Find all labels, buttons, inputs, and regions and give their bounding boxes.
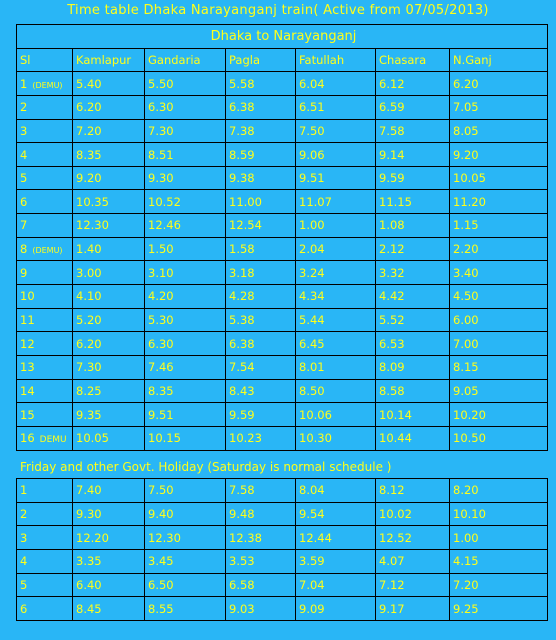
time-cell: 9.20	[73, 166, 145, 190]
serial-number: 9	[20, 265, 28, 280]
time-cell: 6.40	[73, 573, 145, 597]
time-cell: 5.38	[226, 308, 296, 332]
serial-number: 2	[20, 100, 28, 115]
time-cell: 4.15	[450, 550, 548, 574]
time-cell: 5.20	[73, 308, 145, 332]
time-cell: 10.05	[450, 166, 548, 190]
time-cell: 3.00	[73, 261, 145, 285]
time-cell: 11.00	[226, 190, 296, 214]
time-cell: 1.50	[145, 237, 226, 261]
time-cell: 7.46	[145, 355, 226, 379]
timetable-holiday	[16, 478, 548, 621]
time-cell: 7.30	[73, 355, 145, 379]
time-cell: 8.35	[145, 379, 226, 403]
time-cell: 8.55	[145, 597, 226, 621]
section-title-row	[17, 25, 548, 49]
time-cell: 9.40	[145, 502, 226, 526]
time-cell: 12.44	[296, 526, 376, 550]
time-cell: 6.45	[296, 332, 376, 356]
time-cell: 6.12	[376, 72, 450, 96]
time-cell: 4.10	[73, 285, 145, 309]
time-cell: 3.40	[450, 261, 548, 285]
serial-cell	[17, 597, 73, 621]
table-row	[17, 355, 548, 379]
time-cell: 3.45	[145, 550, 226, 574]
time-cell: 12.38	[226, 526, 296, 550]
page-title: Time table Dhaka Narayanganj train( Active from 07/05/2013)	[67, 3, 489, 18]
serial-number: 14	[20, 383, 35, 398]
time-cell: 11.20	[450, 190, 548, 214]
time-cell: 8.05	[450, 119, 548, 143]
serial-number: 1	[20, 76, 28, 91]
table-row	[17, 550, 548, 574]
table-row	[17, 308, 548, 332]
time-cell: 9.59	[226, 403, 296, 427]
time-cell: 9.20	[450, 143, 548, 167]
table-row	[17, 332, 548, 356]
serial-cell	[17, 190, 73, 214]
time-cell: 12.20	[73, 526, 145, 550]
serial-cell	[17, 119, 73, 143]
table-row	[17, 526, 548, 550]
time-cell: 6.58	[226, 573, 296, 597]
time-cell: 9.51	[296, 166, 376, 190]
time-cell: 6.00	[450, 308, 548, 332]
serial-number: 12	[20, 336, 35, 351]
time-cell: 9.05	[450, 379, 548, 403]
serial-number: 8	[20, 242, 28, 257]
table-row	[17, 597, 548, 621]
serial-number: 2	[20, 507, 28, 522]
time-cell: 7.05	[450, 95, 548, 119]
time-cell: 7.50	[296, 119, 376, 143]
table-row	[17, 285, 548, 309]
time-cell: 7.20	[450, 573, 548, 597]
time-cell: 6.53	[376, 332, 450, 356]
table-row	[17, 143, 548, 167]
time-cell: 12.46	[145, 214, 226, 238]
time-cell: 2.04	[296, 237, 376, 261]
time-cell: 6.38	[226, 332, 296, 356]
serial-cell	[17, 143, 73, 167]
time-cell: 5.58	[226, 72, 296, 96]
time-cell: 1.15	[450, 214, 548, 238]
time-cell: 6.20	[450, 72, 548, 96]
serial-cell	[17, 573, 73, 597]
time-cell: 11.15	[376, 190, 450, 214]
demu-tag: (DEMU)	[32, 246, 63, 256]
time-cell: 6.50	[145, 573, 226, 597]
serial-cell	[17, 261, 73, 285]
time-cell: 9.59	[376, 166, 450, 190]
header-cell: Kamlapur	[73, 48, 145, 72]
section-title: Dhaka to Narayanganj	[17, 25, 548, 49]
serial-cell	[17, 166, 73, 190]
time-cell: 9.54	[296, 502, 376, 526]
time-cell: 7.58	[376, 119, 450, 143]
time-cell: 10.23	[226, 426, 296, 450]
time-cell: 12.30	[145, 526, 226, 550]
time-cell: 7.12	[376, 573, 450, 597]
serial-cell	[17, 308, 73, 332]
time-cell: 8.35	[73, 143, 145, 167]
time-cell: 10.52	[145, 190, 226, 214]
time-cell: 5.52	[376, 308, 450, 332]
time-cell: 9.30	[145, 166, 226, 190]
time-cell: 1.08	[376, 214, 450, 238]
time-cell: 1.58	[226, 237, 296, 261]
time-cell: 7.04	[296, 573, 376, 597]
time-cell: 9.51	[145, 403, 226, 427]
serial-cell	[17, 526, 73, 550]
time-cell: 5.50	[145, 72, 226, 96]
header-cell: Chasara	[376, 48, 450, 72]
serial-cell	[17, 237, 73, 261]
time-cell: 8.43	[226, 379, 296, 403]
time-cell: 3.59	[296, 550, 376, 574]
time-cell: 9.09	[296, 597, 376, 621]
time-cell: 8.59	[226, 143, 296, 167]
serial-number: 3	[20, 123, 28, 138]
time-cell: 1.00	[450, 526, 548, 550]
time-cell: 7.00	[450, 332, 548, 356]
serial-number: 5	[20, 171, 28, 186]
table-row	[17, 237, 548, 261]
time-cell: 9.25	[450, 597, 548, 621]
demu-tag: DEMU	[39, 435, 67, 446]
serial-number: 4	[20, 554, 28, 569]
serial-number: 5	[20, 578, 28, 593]
header-cell: Fatullah	[296, 48, 376, 72]
time-cell: 10.02	[376, 502, 450, 526]
header-cell: Pagla	[226, 48, 296, 72]
time-cell: 9.17	[376, 597, 450, 621]
time-cell: 7.40	[73, 479, 145, 503]
time-cell: 10.50	[450, 426, 548, 450]
serial-cell	[17, 332, 73, 356]
time-cell: 10.10	[450, 502, 548, 526]
time-cell: 9.38	[226, 166, 296, 190]
time-cell: 4.20	[145, 285, 226, 309]
time-cell: 3.53	[226, 550, 296, 574]
table-row	[17, 95, 548, 119]
serial-cell	[17, 426, 73, 450]
holiday-note: Friday and other Govt. Holiday (Saturday is normal schedule )	[20, 460, 392, 474]
time-cell: 11.07	[296, 190, 376, 214]
serial-cell	[17, 72, 73, 96]
serial-number: 1	[20, 483, 28, 498]
serial-cell	[17, 550, 73, 574]
table-row	[17, 190, 548, 214]
serial-cell	[17, 479, 73, 503]
serial-number: 6	[20, 194, 28, 209]
table-row	[17, 479, 548, 503]
serial-cell	[17, 403, 73, 427]
serial-cell	[17, 214, 73, 238]
header-cell: Sl	[17, 48, 73, 72]
serial-number: 11	[20, 313, 35, 327]
time-cell: 4.50	[450, 285, 548, 309]
time-cell: 8.15	[450, 355, 548, 379]
time-cell: 6.20	[73, 332, 145, 356]
serial-number: 10	[20, 289, 35, 304]
serial-cell	[17, 379, 73, 403]
demu-tag: (DEMU)	[32, 80, 63, 90]
time-cell: 3.18	[226, 261, 296, 285]
time-cell: 8.09	[376, 355, 450, 379]
time-cell: 6.59	[376, 95, 450, 119]
time-cell: 6.30	[145, 332, 226, 356]
time-cell: 10.15	[145, 426, 226, 450]
time-cell: 7.38	[226, 119, 296, 143]
serial-cell	[17, 502, 73, 526]
table-row	[17, 119, 548, 143]
table-row	[17, 214, 548, 238]
time-cell: 4.07	[376, 550, 450, 574]
time-cell: 3.32	[376, 261, 450, 285]
time-cell: 3.24	[296, 261, 376, 285]
time-cell: 12.54	[226, 214, 296, 238]
time-cell: 10.35	[73, 190, 145, 214]
time-cell: 7.30	[145, 119, 226, 143]
time-cell: 3.35	[73, 550, 145, 574]
time-cell: 8.45	[73, 597, 145, 621]
serial-number: 16	[20, 431, 35, 446]
time-cell: 9.06	[296, 143, 376, 167]
serial-number: 13	[20, 360, 35, 375]
time-cell: 12.52	[376, 526, 450, 550]
time-cell: 7.20	[73, 119, 145, 143]
time-cell: 1.40	[73, 237, 145, 261]
time-cell: 6.51	[296, 95, 376, 119]
time-cell: 10.14	[376, 403, 450, 427]
time-cell: 5.44	[296, 308, 376, 332]
time-cell: 4.42	[376, 285, 450, 309]
time-cell: 4.28	[226, 285, 296, 309]
time-cell: 8.20	[450, 479, 548, 503]
time-cell: 6.20	[73, 95, 145, 119]
time-cell: 12.30	[73, 214, 145, 238]
time-cell: 2.20	[450, 237, 548, 261]
time-cell: 6.04	[296, 72, 376, 96]
table-row	[17, 403, 548, 427]
serial-number: 6	[20, 601, 28, 616]
time-cell: 9.35	[73, 403, 145, 427]
header-cell: Gandaria	[145, 48, 226, 72]
time-cell: 10.30	[296, 426, 376, 450]
time-cell: 6.38	[226, 95, 296, 119]
time-cell: 9.30	[73, 502, 145, 526]
table-row	[17, 72, 548, 96]
time-cell: 8.58	[376, 379, 450, 403]
time-cell: 7.50	[145, 479, 226, 503]
time-cell: 6.30	[145, 95, 226, 119]
serial-number: 3	[20, 530, 28, 545]
serial-number: 7	[20, 218, 28, 233]
time-cell: 8.04	[296, 479, 376, 503]
time-cell: 9.14	[376, 143, 450, 167]
time-cell: 8.12	[376, 479, 450, 503]
table-row	[17, 379, 548, 403]
serial-cell	[17, 95, 73, 119]
header-row	[17, 48, 548, 72]
header-cell: N.Ganj	[450, 48, 548, 72]
time-cell: 3.10	[145, 261, 226, 285]
time-cell: 8.51	[145, 143, 226, 167]
serial-number: 4	[20, 147, 28, 162]
table-row	[17, 573, 548, 597]
time-cell: 5.40	[73, 72, 145, 96]
time-cell: 10.44	[376, 426, 450, 450]
time-cell: 1.00	[296, 214, 376, 238]
time-cell: 2.12	[376, 237, 450, 261]
table-row	[17, 261, 548, 285]
serial-cell	[17, 285, 73, 309]
time-cell: 5.30	[145, 308, 226, 332]
time-cell: 10.20	[450, 403, 548, 427]
time-cell: 8.50	[296, 379, 376, 403]
time-cell: 4.34	[296, 285, 376, 309]
time-cell: 8.01	[296, 355, 376, 379]
table-row	[17, 502, 548, 526]
serial-number: 15	[20, 407, 35, 422]
time-cell: 10.06	[296, 403, 376, 427]
table-row	[17, 426, 548, 450]
time-cell: 9.03	[226, 597, 296, 621]
time-cell: 9.48	[226, 502, 296, 526]
serial-cell	[17, 355, 73, 379]
time-cell: 10.05	[73, 426, 145, 450]
time-cell: 8.25	[73, 379, 145, 403]
timetable-dhaka-to-narayanganj	[16, 24, 548, 451]
table-row	[17, 166, 548, 190]
time-cell: 7.58	[226, 479, 296, 503]
time-cell: 7.54	[226, 355, 296, 379]
